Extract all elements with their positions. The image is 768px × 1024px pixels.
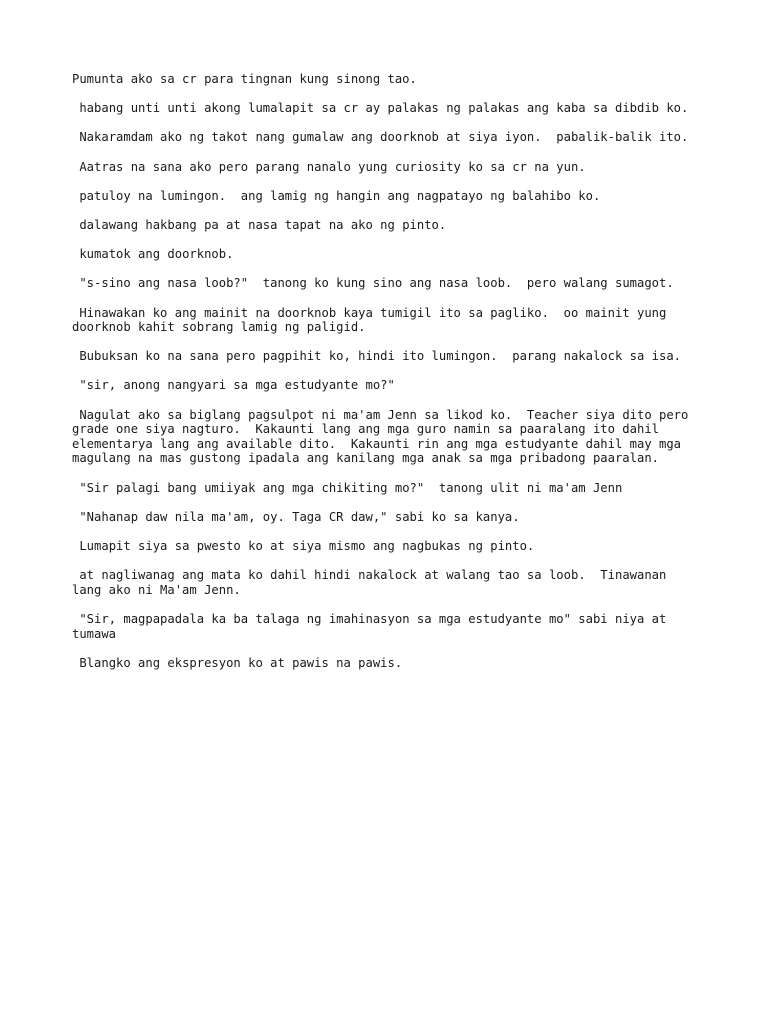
paragraph-8: "s-sino ang nasa loob?" tanong ko kung sino ang nasa loob. pero walang sumagot. bbox=[72, 276, 674, 291]
paragraph-3: Nakaramdam ako ng takot nang gumalaw ang doorknob at siya iyon. pabalik-balik ito. bbox=[72, 130, 689, 145]
paragraph-5: patuloy na lumingon. ang lamig ng hangin ang nagpatayo ng balahibo ko. bbox=[72, 188, 601, 203]
paragraph-13: "Sir palagi bang umiiyak ang mga chikiting mo?" tanong ulit ni ma'am Jenn bbox=[72, 480, 623, 495]
paragraph-2: habang unti unti akong lumalapit sa cr ay palakas ng palakas ang kaba sa dibdib ko. bbox=[72, 101, 689, 116]
paragraph-12: Nagulat ako sa biglang pagsulpot ni ma'am Jenn sa likod ko. Teacher siya dito pero grade one siya nagturo. Kakaunti lang ang mga guro namin sa paaralang ito dahil elementarya lang ang available dito. Kakaunti rin ang mga estudyante dahil may mga magulang na mas gustong ipadala ang kanilang mga anak sa mga pribadong paaralan. bbox=[72, 407, 696, 466]
paragraph-17: "Sir, magpapadala ka ba talaga ng imahinasyon sa mga estudyante mo" sabi niya at tumawa bbox=[72, 611, 674, 641]
paragraph-1: Pumunta ako sa cr para tingnan kung sinong tao. bbox=[72, 72, 417, 86]
paragraph-10: Bubuksan ko na sana pero pagpihit ko, hindi ito lumingon. parang nakalock sa isa. bbox=[72, 349, 682, 364]
paragraph-11: "sir, anong nangyari sa mga estudyante mo?" bbox=[72, 378, 395, 393]
paragraph-18: Blangko ang ekspresyon ko at pawis na pawis. bbox=[72, 655, 403, 670]
paragraph-14: "Nahanap daw nila ma'am, oy. Taga CR daw," sabi ko sa kanya. bbox=[72, 509, 520, 524]
paragraph-4: Aatras na sana ako pero parang nanalo yung curiosity ko sa cr na yun. bbox=[72, 159, 586, 174]
paragraph-15: Lumapit siya sa pwesto ko at siya mismo ang nagbukas ng pinto. bbox=[72, 539, 535, 553]
document-page bbox=[72, 72, 700, 685]
paragraph-6: dalawang hakbang pa at nasa tapat na ako ng pinto. bbox=[72, 217, 447, 232]
paragraph-9: Hinawakan ko ang mainit na doorknob kaya tumigil ito sa pagliko. oo mainit yung doorknob kahit sobrang lamig ng paligid. bbox=[72, 305, 674, 335]
paragraph-16: at nagliwanag ang mata ko dahil hindi nakalock at walang tao sa loob. Tinawanan lang ako ni Ma'am Jenn. bbox=[72, 568, 674, 597]
paragraph-7: kumatok ang doorknob. bbox=[72, 247, 234, 262]
